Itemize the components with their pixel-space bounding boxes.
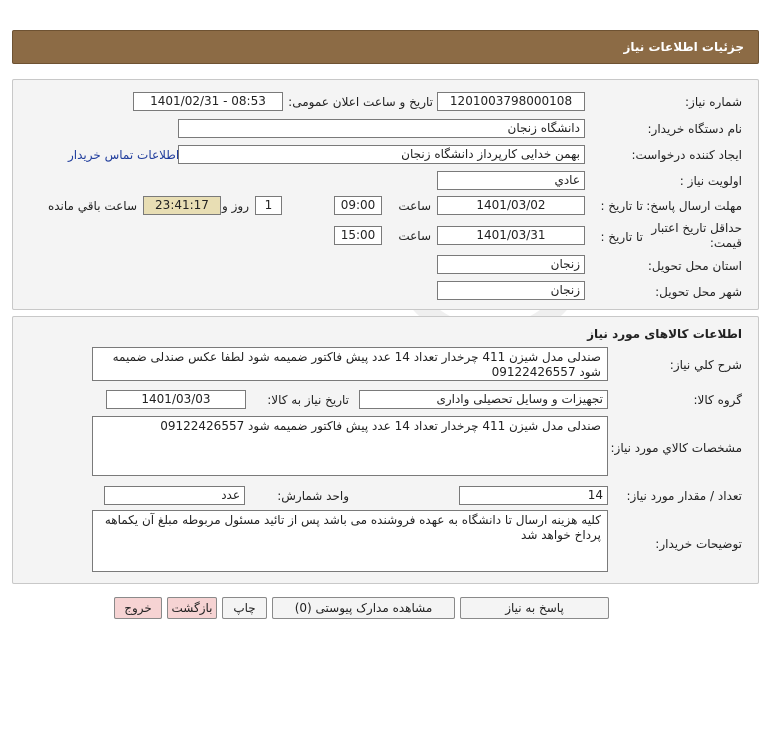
group-field: تجهیزات و وسایل تحصیلی واداری bbox=[359, 390, 608, 409]
buyer-org-field: دانشگاه زنجان bbox=[178, 119, 585, 138]
details-panel bbox=[12, 79, 759, 310]
priority-field: عادي bbox=[437, 171, 585, 190]
unit-field: عدد bbox=[104, 486, 245, 505]
validity-date-field: 1401/03/31 bbox=[437, 226, 585, 245]
announce-label: تاریخ و ساعت اعلان عمومی: bbox=[288, 95, 433, 109]
validity-time-field: 15:00 bbox=[334, 226, 382, 245]
attachments-button[interactable]: مشاهده مدارک پیوستی (0) bbox=[272, 597, 455, 619]
city-label: شهر محل تحویل: bbox=[655, 285, 742, 299]
reply-button[interactable]: پاسخ به نیاز bbox=[460, 597, 609, 619]
announce-field: 1401/02/31 - 08:53 bbox=[133, 92, 283, 111]
print-button[interactable]: چاپ bbox=[222, 597, 267, 619]
requester-label: ایجاد کننده درخواست: bbox=[631, 148, 742, 162]
days-label: روز و bbox=[222, 199, 249, 213]
validity-to-date-label: تا تاریخ : bbox=[600, 230, 643, 244]
buyer-notes-label: توضیحات خریدار: bbox=[655, 537, 742, 551]
goods-section-title: اطلاعات کالاهای مورد نیاز bbox=[587, 327, 742, 341]
province-field: زنجان bbox=[437, 255, 585, 274]
deadline-time-field: 09:00 bbox=[334, 196, 382, 215]
buyer-notes-field: کلیه هزینه ارسال تا دانشگاه به عهده فروشنده می باشد پس از تائید مسئول مربوطه مبلغ آن یکماهه پرداخ خواهد شد bbox=[92, 510, 608, 572]
back-button[interactable]: بازگشت bbox=[167, 597, 217, 619]
spec-field: صندلی مدل شیزن 411 چرخدار تعداد 14 عدد پیش فاکتور ضمیمه شود 09122426557 bbox=[92, 416, 608, 476]
group-label: گروه کالا: bbox=[693, 393, 742, 407]
need-number-field: 1201003798000108 bbox=[437, 92, 585, 111]
validity-label-line2: قیمت: bbox=[709, 236, 742, 250]
need-number-label: شماره نیاز: bbox=[685, 95, 742, 109]
qty-field: 14 bbox=[459, 486, 608, 505]
page-title: جزئیات اطلاعات نیاز bbox=[623, 40, 744, 54]
days-remaining-field: 1 bbox=[255, 196, 282, 215]
spec-label: مشخصات کالاي مورد نیاز: bbox=[610, 441, 742, 455]
deadline-to-date-label: تا تاریخ : bbox=[600, 199, 643, 213]
deadline-label: مهلت ارسال پاسخ: bbox=[646, 199, 742, 213]
priority-label: اولویت نیاز : bbox=[679, 174, 742, 188]
summary-label: شرح کلي نیاز: bbox=[669, 358, 742, 372]
validity-label-line1: حداقل تاریخ اعتبار bbox=[651, 221, 742, 235]
remaining-label: ساعت باقي مانده bbox=[47, 199, 137, 213]
need-date-field: 1401/03/03 bbox=[106, 390, 246, 409]
remaining-time-field: 23:41:17 bbox=[143, 196, 221, 215]
buyer-org-label: نام دستگاه خریدار: bbox=[647, 122, 742, 136]
qty-label: تعداد / مقدار مورد نیاز: bbox=[626, 489, 742, 503]
summary-field: صندلی مدل شیزن 411 چرخدار تعداد 14 عدد پیش فاکتور ضمیمه شود لطفا عکس صندلی ضمیمه شود 09122426557 bbox=[92, 347, 608, 381]
exit-button[interactable]: خروج bbox=[114, 597, 162, 619]
city-field: زنجان bbox=[437, 281, 585, 300]
province-label: استان محل تحویل: bbox=[647, 259, 742, 273]
page-header bbox=[12, 30, 759, 64]
requester-field: بهمن خدایی کارپرداز دانشگاه زنجان bbox=[178, 145, 585, 164]
deadline-time-label: ساعت bbox=[398, 199, 431, 213]
deadline-date-field: 1401/03/02 bbox=[437, 196, 585, 215]
need-date-label: تاریخ نیاز به کالا: bbox=[267, 393, 349, 407]
contact-buyer-link[interactable]: اطلاعات تماس خریدار bbox=[68, 148, 180, 162]
validity-time-label: ساعت bbox=[398, 229, 431, 243]
unit-label: واحد شمارش: bbox=[277, 489, 349, 503]
